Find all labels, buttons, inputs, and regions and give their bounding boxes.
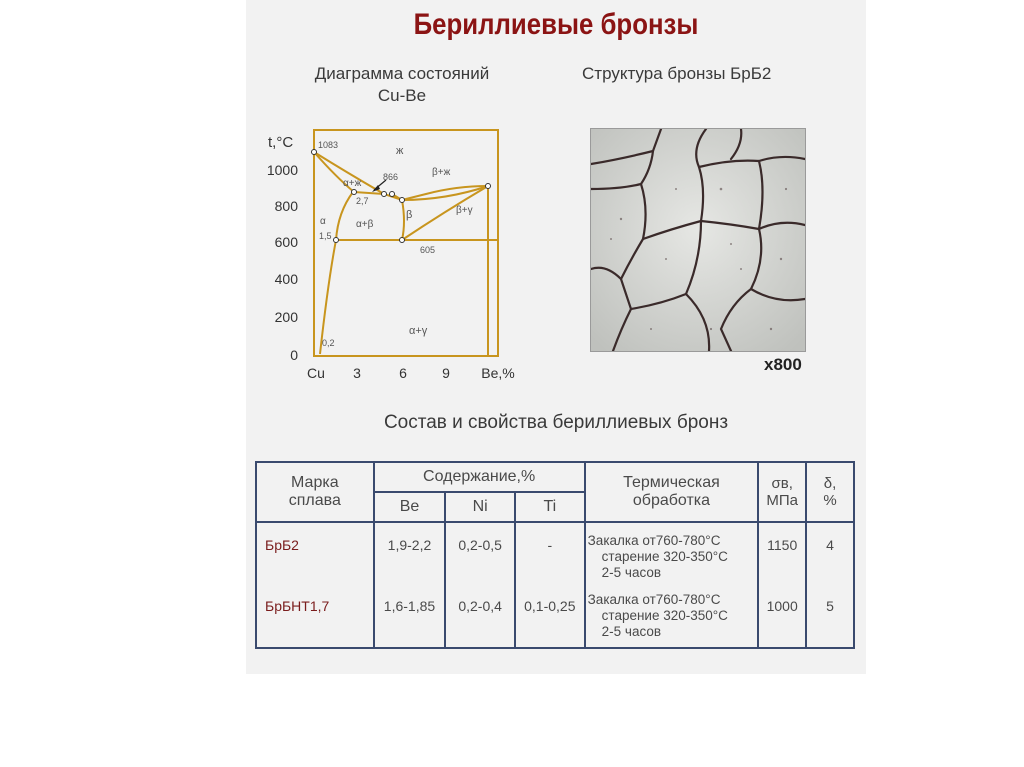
header-content: Содержание,% <box>374 462 585 492</box>
label-alpha-gamma: α+γ <box>409 325 428 337</box>
label-beta: β <box>406 209 413 221</box>
treatment-line: старение 320-350°C <box>601 549 728 564</box>
label-alpha-beta: α+β <box>356 219 374 230</box>
treatment-line: старение 320-350°C <box>601 607 728 623</box>
magnification-label: x800 <box>764 355 802 374</box>
label-beta-liquid: β+ж <box>432 167 451 178</box>
table-row <box>256 522 854 590</box>
properties-table <box>255 461 855 649</box>
treatment-line: Закалка от760-780°C <box>587 533 721 548</box>
diagram-caption-line1: Диаграмма состояний <box>314 64 490 83</box>
diagram-caption <box>292 63 512 107</box>
diagram-frame <box>314 130 498 356</box>
label-605: 605 <box>420 245 436 255</box>
slide <box>246 0 866 674</box>
cell-elongation: 4 <box>806 522 854 590</box>
diagram-y-axis-label: t,°C <box>268 134 294 151</box>
phase-lines <box>314 152 498 356</box>
diagram-y-tick: 600 <box>274 234 298 250</box>
diagram-x-tick: Be,% <box>481 365 515 381</box>
cell-strength: 1150 <box>758 522 806 590</box>
label-beta-gamma: β+γ <box>456 205 473 216</box>
cell-elongation: 5 <box>806 590 854 648</box>
cell-ni: 0,2-0,5 <box>445 522 515 590</box>
label-2-7: 2,7 <box>356 196 369 206</box>
grain-structure-drawing <box>591 129 805 351</box>
header-ti: Ti <box>515 492 585 522</box>
cell-ti: - <box>515 522 585 590</box>
micrograph-image <box>590 128 806 352</box>
cell-treatment <box>585 522 759 590</box>
phase-diagram <box>246 122 526 382</box>
label-0-2: 0,2 <box>322 338 335 348</box>
cell-ti: 0,1-0,25 <box>515 590 585 648</box>
cell-be: 1,6-1,85 <box>374 590 446 648</box>
diagram-y-tick: 800 <box>274 198 298 214</box>
header-grade: Марка сплава <box>256 462 374 522</box>
diagram-x-tick: 9 <box>442 365 450 381</box>
table-row <box>256 590 854 648</box>
cell-strength: 1000 <box>758 590 806 648</box>
slide-title: Бериллиевые бронзы <box>413 8 699 41</box>
label-alpha-liquid: α+ж <box>343 178 362 189</box>
label-liquid: ж <box>396 145 404 157</box>
diagram-x-tick: 3 <box>353 365 361 381</box>
header-elongation: δ, % <box>806 462 854 522</box>
treatment-line: 2-5 часов <box>601 623 662 639</box>
diagram-x-tick: 6 <box>399 365 407 381</box>
treatment-line: Закалка от760-780°C <box>587 591 721 607</box>
diagram-x-tick: Cu <box>307 365 325 381</box>
header-strength: σв, МПа <box>758 462 806 522</box>
cell-treatment <box>585 590 759 648</box>
header-treatment: Термическая обработка <box>585 462 759 522</box>
header-be: Be <box>374 492 446 522</box>
cell-ni: 0,2-0,4 <box>445 590 515 648</box>
diagram-y-tick: 200 <box>274 309 298 325</box>
header-ni: Ni <box>445 492 515 522</box>
diagram-y-tick: 400 <box>274 271 298 287</box>
structure-caption: Структура бронзы БрБ2 <box>582 64 772 83</box>
section-title: Состав и свойства бериллиевых бронз <box>383 412 729 433</box>
diagram-caption-line2: Cu-Be <box>377 86 427 105</box>
label-1-5: 1,5 <box>319 231 332 241</box>
label-1083: 1083 <box>318 140 339 150</box>
cell-grade: БрБ2 <box>256 522 374 590</box>
cell-be: 1,9-2,2 <box>374 522 446 590</box>
diagram-y-tick: 1000 <box>266 162 298 178</box>
diagram-y-tick: 0 <box>290 347 298 363</box>
label-alpha: α <box>320 216 326 227</box>
label-866: 866 <box>383 172 399 182</box>
cell-grade: БрБНТ1,7 <box>256 590 374 648</box>
treatment-line: 2-5 часов <box>601 565 662 580</box>
